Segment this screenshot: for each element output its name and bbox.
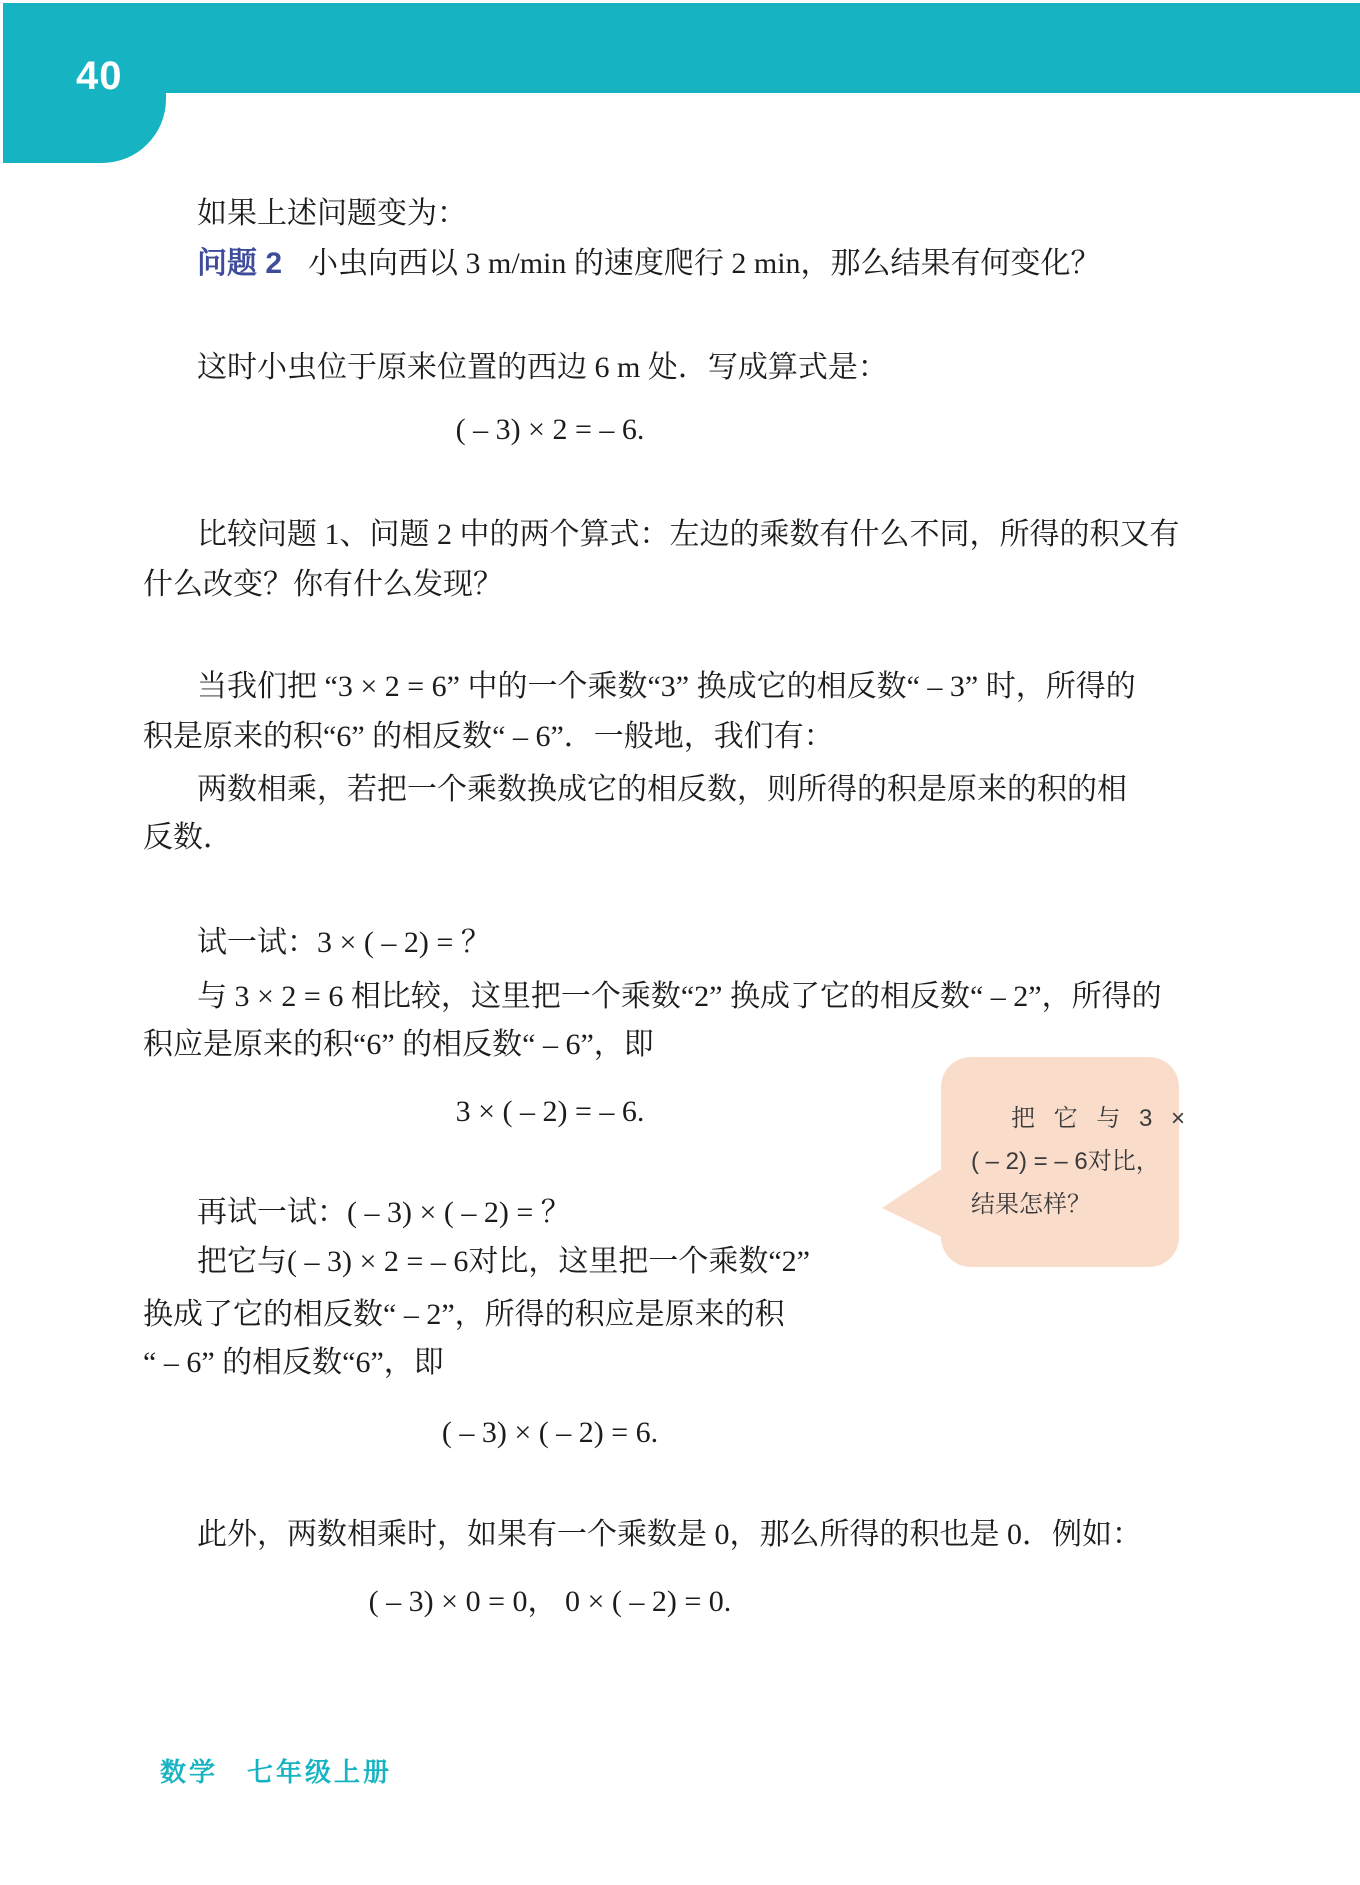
paragraph-line: 这时小虫位于原来位置的西边 6 m 处．写成算式是： <box>197 351 888 384</box>
problem-2-line <box>197 238 1101 290</box>
paragraph-line: 两数相乘，若把一个乘数换成它的相反数，则所得的积是原来的积的相 <box>197 773 1127 806</box>
formula: ( – 3) × 0 = 0， 0 × ( – 2) = 0. <box>368 1585 732 1618</box>
paragraph-line: 换成了它的相反数“ – 2”，所得的积应是原来的积 <box>143 1298 785 1331</box>
callout-line: 结果怎样？ <box>971 1191 1091 1218</box>
formula: 3 × ( – 2) = – 6. <box>455 1095 645 1128</box>
paragraph-line: 积应是原来的积“6” 的相反数“ – 6”，即 <box>143 1028 654 1061</box>
paragraph-line: 什么改变？你有什么发现？ <box>143 568 503 601</box>
formula: ( – 3) × ( – 2) = 6. <box>441 1416 659 1449</box>
paragraph-line: 比较问题 1、问题 2 中的两个算式：左边的乘数有什么不同，所得的积又有 <box>197 518 1180 551</box>
paragraph-line: 此外，两数相乘时，如果有一个乘数是 0，那么所得的积也是 0．例如： <box>197 1518 1142 1551</box>
paragraph-line: “ – 6” 的相反数“6”，即 <box>143 1346 444 1379</box>
formula: ( – 3) × 2 = – 6. <box>455 413 645 446</box>
paragraph-line: 再试一试：( – 3) × ( – 2) = ？ <box>197 1196 571 1229</box>
callout-line: 把 它 与 3 × <box>1011 1105 1192 1132</box>
callout-line: ( – 2) = – 6对比， <box>971 1148 1160 1175</box>
problem-2-text: 小虫向西以 3 m/min 的速度爬行 2 min，那么结果有何变化？ <box>308 247 1101 280</box>
paragraph-line: 反数． <box>143 821 233 854</box>
paragraph-line: 如果上述问题变为： <box>197 197 467 230</box>
paragraph-line: 与 3 × 2 = 6 相比较，这里把一个乘数“2” 换成了它的相反数“ – 2”，所得的 <box>197 980 1162 1013</box>
paragraph-line: 当我们把 “3 × 2 = 6” 中的一个乘数“3” 换成它的相反数“ – 3” 时，所得的 <box>197 670 1136 703</box>
callout-bubble <box>941 1057 1192 1267</box>
paragraph-line: 试一试：3 × ( – 2) = ？ <box>197 926 491 959</box>
footer-book-title: 数学 七年级上册 <box>160 1757 393 1787</box>
problem-2-label: 问题 2 <box>197 247 283 280</box>
page-number: 40 <box>76 54 123 98</box>
header-band <box>3 3 1360 93</box>
paragraph-line: 积是原来的积“6” 的相反数“ – 6”．一般地，我们有： <box>143 720 834 753</box>
paragraph-line: 把它与( – 3) × 2 = – 6对比，这里把一个乘数“2” <box>197 1245 810 1278</box>
